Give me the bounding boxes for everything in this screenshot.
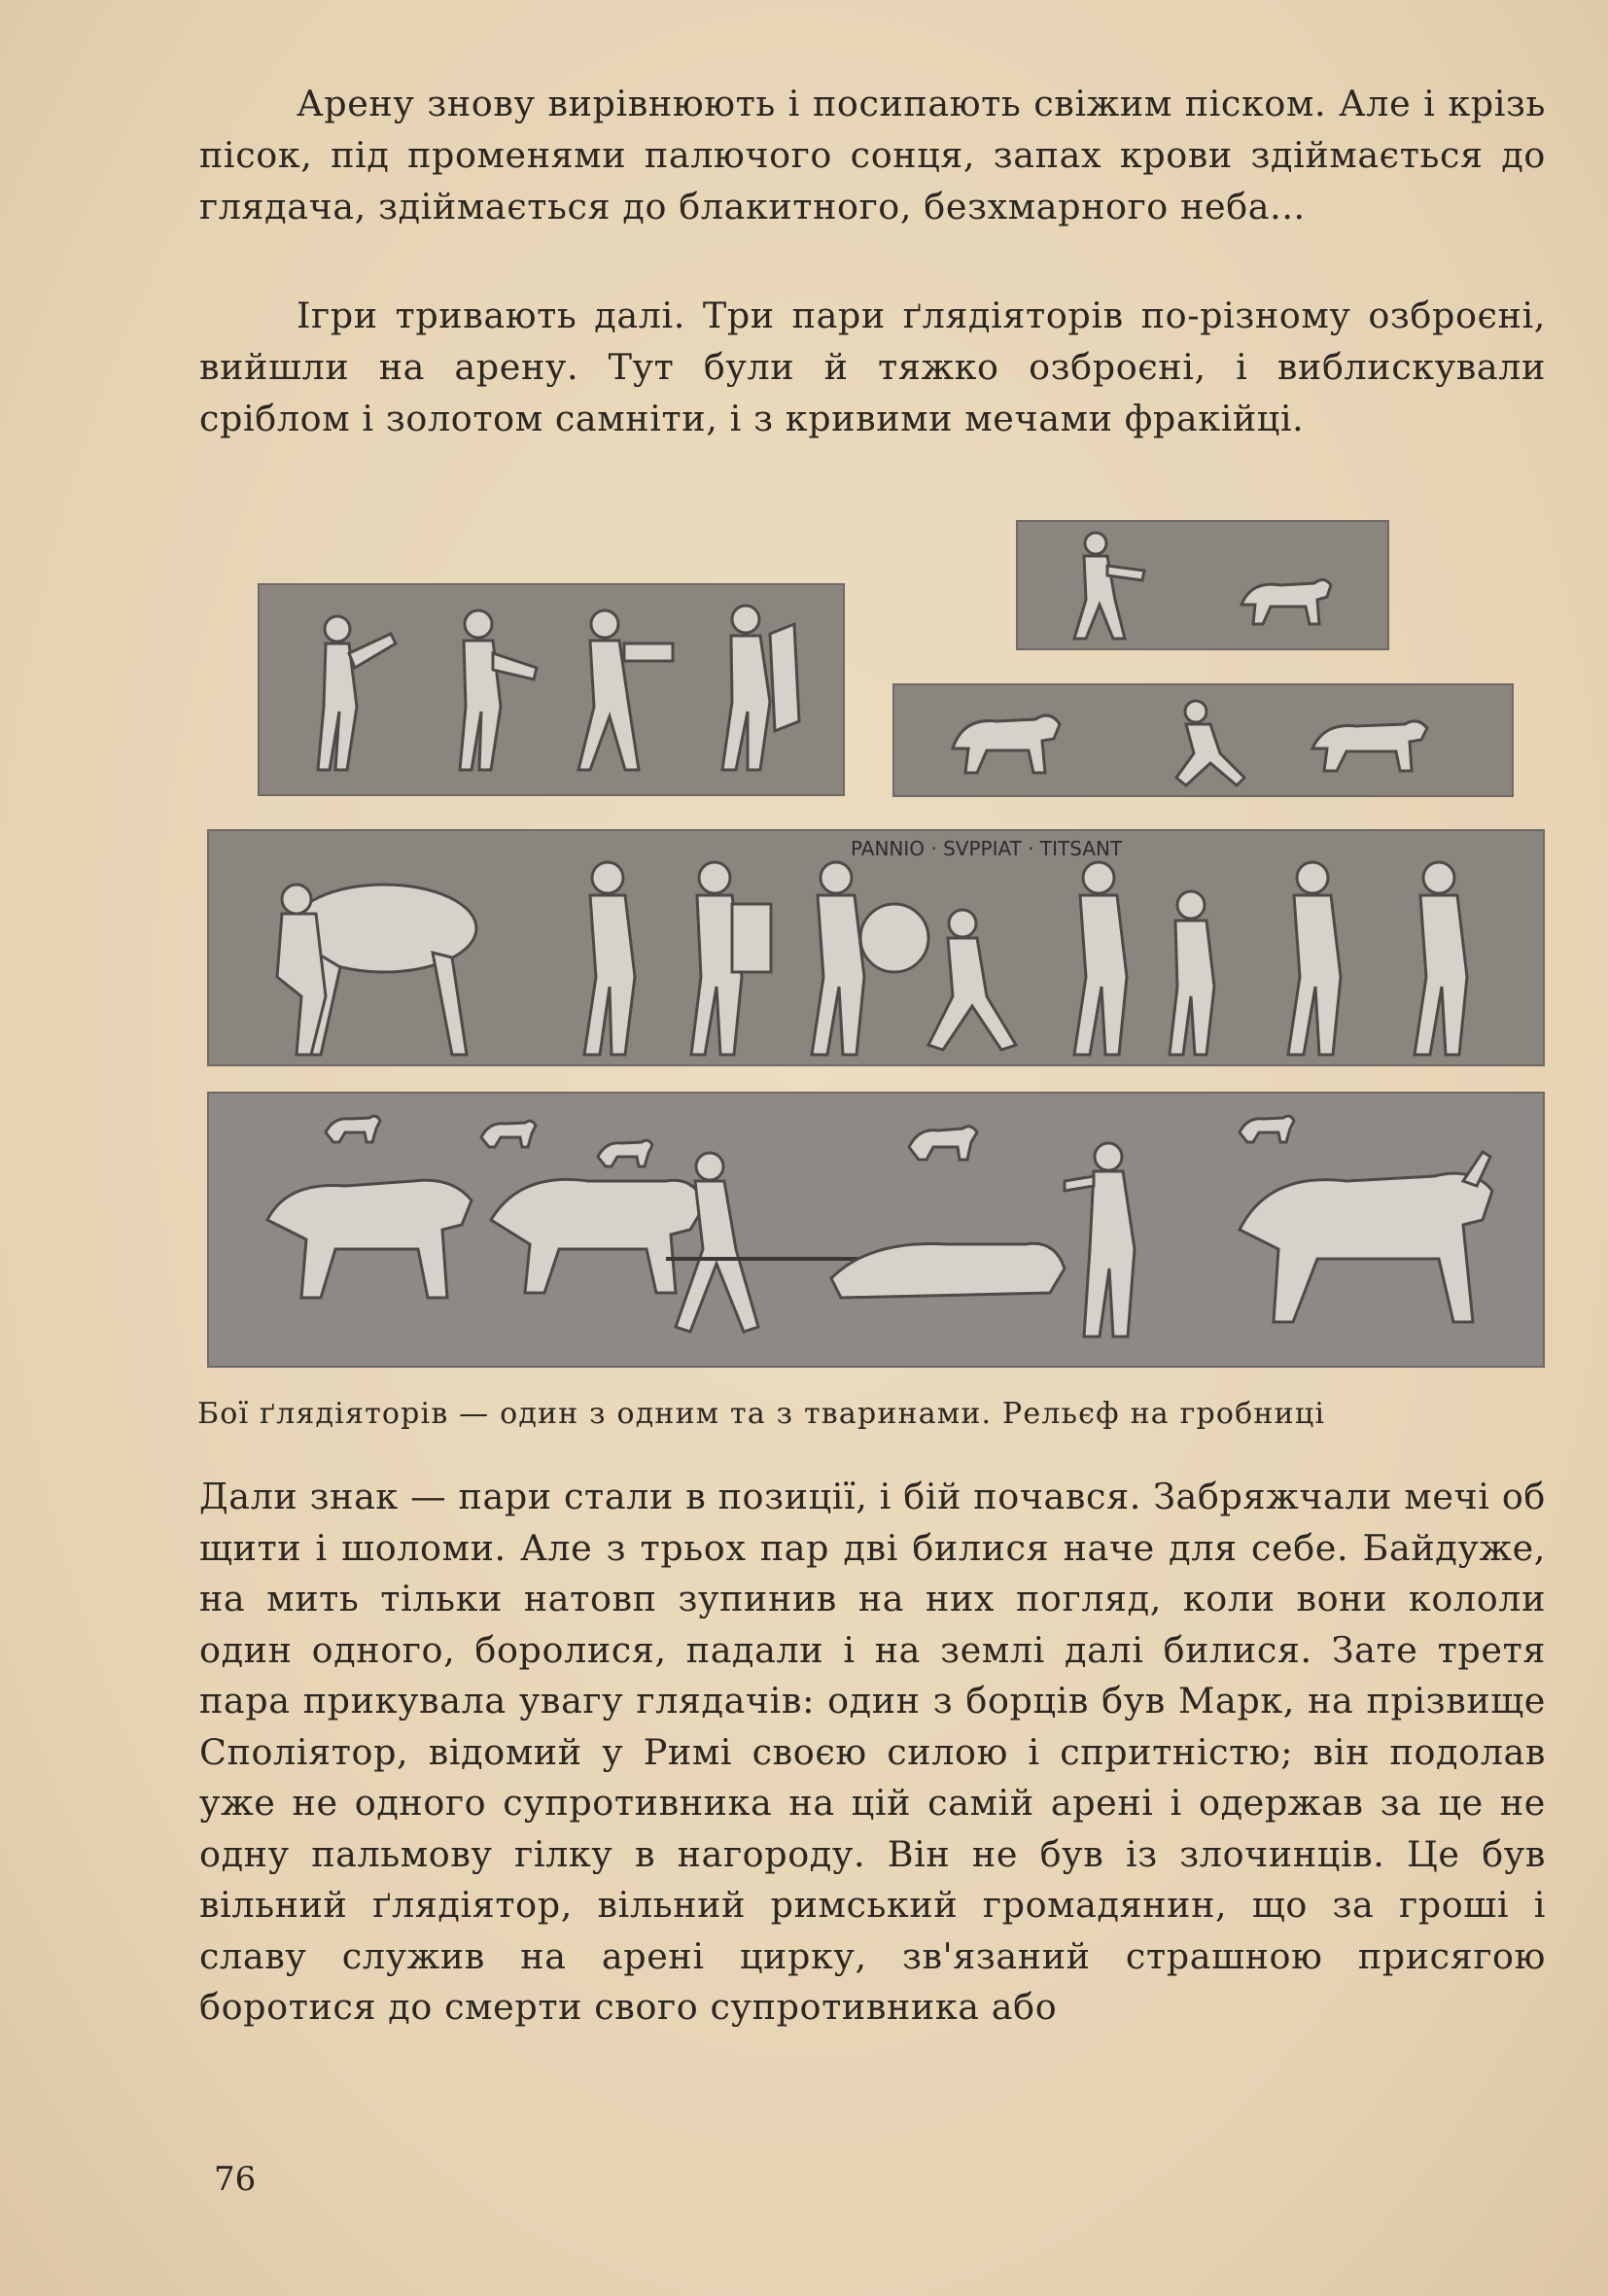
relief-plate-hunter-and-dog xyxy=(1016,520,1389,650)
paragraph-battle-begins xyxy=(199,1472,1546,2034)
relief-plate-hunt-frieze xyxy=(207,1092,1545,1368)
paragraph-text: Дали знак — пари стали в позиції, і бій почався. Забряжчали мечі об щити і шоломи. Але з трьох пар дві билися наче для себе. Байдуже, на мить тільки натовп зупинив на них погляд, коли вони кололи один одного, боролися, падали і на землі далі билися. Зате третя пара прикувала увагу глядачів: один з борців був Марк, на прізвище Споліятор, відомий у Римі своєю силою і спритністю; він подолав уже не одного супротивника на цій самій арені і одержав за це не одну пальмову гілку в нагороду. Він не був із злочинців. Це був вільний ґлядіятор, вільний римський громадянин, що за гроші і славу служив на арені цирку, зв'язаний страшною присягою боротися до смерти свого супротивника або xyxy=(199,1476,1546,2028)
relief-inscription: PANNIO · SVPPIAT · TITSANT xyxy=(851,837,1123,860)
relief-image xyxy=(209,831,1543,1064)
paragraph-text: Арену знову вирівнюють і посипають свіжим піском. Але і крізь пісок, під променями палючого сонця, запах крови здіймається до глядача, здіймається до блакитного, безхмарного неба... xyxy=(199,83,1546,227)
paragraph-games-continue xyxy=(199,290,1546,444)
relief-plate-four-gladiators xyxy=(258,583,845,796)
relief-plate-animals-chase xyxy=(892,683,1514,797)
paragraph-arena-sand xyxy=(199,78,1546,232)
relief-image xyxy=(209,1094,1543,1366)
relief-image xyxy=(894,685,1512,795)
figure-caption: Бої ґлядіяторів — один з одним та з тваринами. Рельєф на гробниці xyxy=(197,1397,1326,1431)
page-number: 76 xyxy=(214,2160,257,2199)
paragraph-text: Ігри тривають далі. Три пари ґлядіяторів по-різному озброєні, вийшли на арену. Тут були й тяжко озброєні, і виблискували сріблом і золотом самніти, і з кривими мечами фракійці. xyxy=(199,295,1546,439)
relief-image xyxy=(260,585,843,794)
relief-plate-gladiator-frieze xyxy=(207,829,1545,1066)
relief-image xyxy=(1018,522,1387,648)
